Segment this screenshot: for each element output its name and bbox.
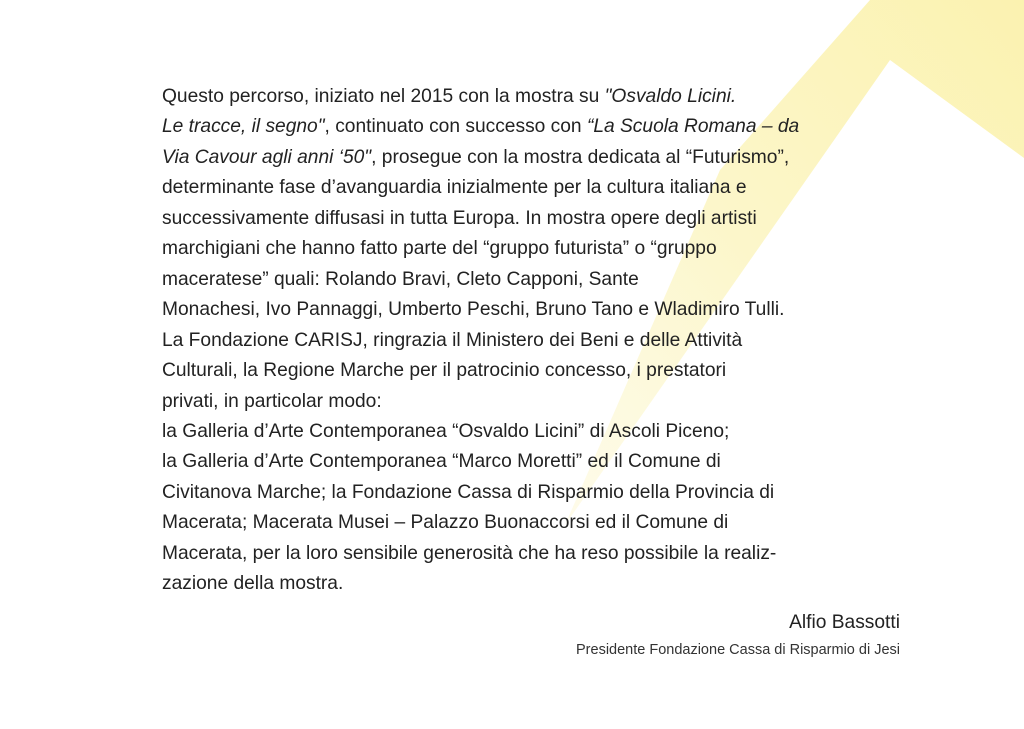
- body-line: Le tracce, il segno", continuato con successo con “La Scuola Romana – da: [162, 116, 800, 138]
- body-line: marchigiani che hanno fatto parte del “gruppo futurista” o “gruppo: [162, 238, 717, 260]
- body-line: La Fondazione CARISJ, ringrazia il Ministero dei Beni e delle Attività: [162, 329, 743, 351]
- body-line: la Galleria d’Arte Contemporanea “Osvaldo Licini” di Ascoli Piceno;: [162, 420, 730, 442]
- body-line: determinante fase d’avanguardia inizialmente per la cultura italiana e: [162, 177, 747, 199]
- signature-block: [576, 610, 900, 661]
- body-line: Macerata; Macerata Musei – Palazzo Buonaccorsi ed il Comune di: [162, 512, 729, 534]
- body-line: la Galleria d’Arte Contemporanea “Marco Moretti” ed il Comune di: [162, 451, 721, 473]
- body-line: maceratese” quali: Rolando Bravi, Cleto Capponi, Sante: [162, 268, 639, 290]
- body-line: Macerata, per la loro sensibile generosità che ha reso possibile la realiz-: [162, 542, 777, 564]
- body-line: Civitanova Marche; la Fondazione Cassa di Risparmio della Provincia di: [162, 481, 775, 503]
- signer-role: Presidente Fondazione Cassa di Risparmio di Jesi: [576, 642, 900, 658]
- letter-body: [162, 82, 942, 600]
- body-line: zazione della mostra.: [162, 573, 344, 595]
- body-line: Questo percorso, iniziato nel 2015 con la mostra su "Osvaldo Licini.: [162, 86, 737, 107]
- body-line: Culturali, la Regione Marche per il patrocinio concesso, i prestatori: [162, 360, 727, 382]
- signer-name: Alfio Bassotti: [789, 612, 900, 633]
- body-line: Monachesi, Ivo Pannaggi, Umberto Peschi, Bruno Tano e Wladimiro Tulli.: [162, 299, 785, 321]
- body-line: Via Cavour agli anni ‘50", prosegue con la mostra dedicata al “Futurismo”,: [162, 146, 790, 168]
- body-line: privati, in particolar modo:: [162, 390, 382, 412]
- body-line: successivamente diffusasi in tutta Europa. In mostra opere degli artisti: [162, 207, 757, 229]
